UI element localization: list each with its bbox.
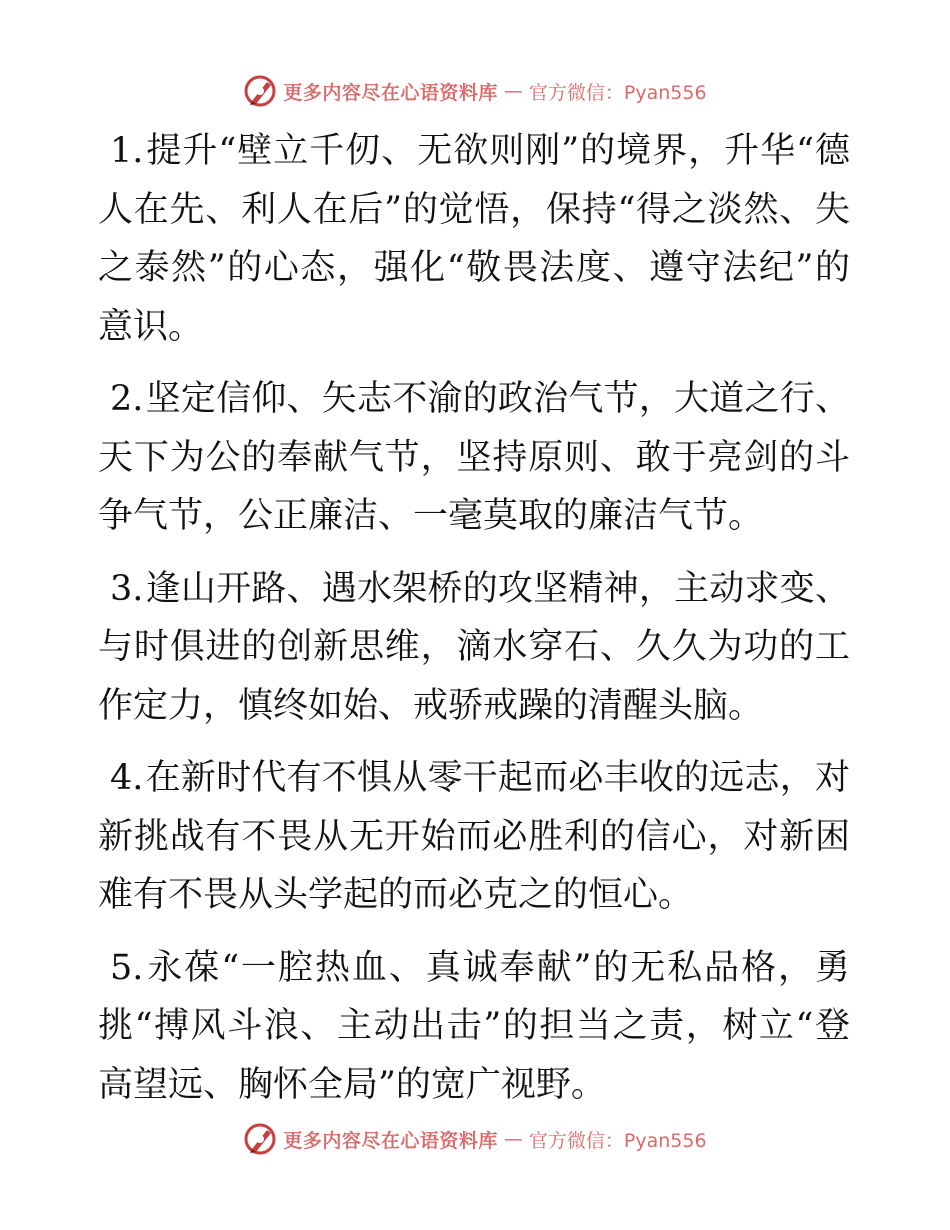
paragraph-3 <box>98 560 850 736</box>
document-body <box>98 122 850 1128</box>
paragraph-text: 永葆“一腔热血、真诚奉献”的无私品格，勇挑“搏风斗浪、主动出击”的担当之责，树立“登高望远、胸怀全局”的宽广视野。 <box>98 947 850 1105</box>
paragraph-number: 1. <box>110 131 144 171</box>
paragraph-text: 在新时代有不惧从零干起而必丰收的远志，对新挑战有不畏从无开始而必胜利的信心，对新困难有不畏从头学起的而必克之的恒心。 <box>98 758 850 915</box>
paragraph-number: 2. <box>110 379 144 419</box>
footer-watermark-banner <box>0 1122 950 1156</box>
paragraph-number: 4. <box>110 758 144 798</box>
banner-site-text: 更多内容尽在心语资料库 <box>283 1129 498 1152</box>
banner-wechat-text: 官方微信：Pyan556 <box>528 1129 707 1152</box>
paragraph-5 <box>98 939 850 1115</box>
paragraph-1 <box>98 122 850 356</box>
banner-wechat-text: 官方微信：Pyan556 <box>528 81 707 104</box>
paragraph-text: 提升“壁立千仞、无欲则刚”的境界，升华“德人在先、利人在后”的觉悟，保持“得之淡然、失之泰然”的心态，强化“敬畏法度、遵守法纪”的意识。 <box>98 131 850 347</box>
paragraph-number: 5. <box>110 947 144 988</box>
paragraph-text: 坚定信仰、矢志不渝的政治气节，大道之行、天下为公的奉献气节，坚持原则、敢于亮剑的斗争气节，公正廉洁、一毫莫取的廉洁气节。 <box>98 379 850 536</box>
pen-logo-icon <box>243 74 277 108</box>
paragraph-4 <box>98 749 850 925</box>
banner-separator: — <box>503 1128 523 1150</box>
header-watermark-banner <box>0 74 950 108</box>
paragraph-text: 逢山开路、遇水架桥的攻坚精神，主动求变、与时俱进的创新思维，滴水穿石、久久为功的工作定力，慎终如始、戒骄戒躁的清醒头脑。 <box>98 568 850 726</box>
pen-logo-icon <box>243 1122 277 1156</box>
banner-site-text: 更多内容尽在心语资料库 <box>283 81 498 104</box>
banner-separator: — <box>503 80 523 102</box>
paragraph-number: 3. <box>110 568 144 609</box>
paragraph-2 <box>98 370 850 546</box>
